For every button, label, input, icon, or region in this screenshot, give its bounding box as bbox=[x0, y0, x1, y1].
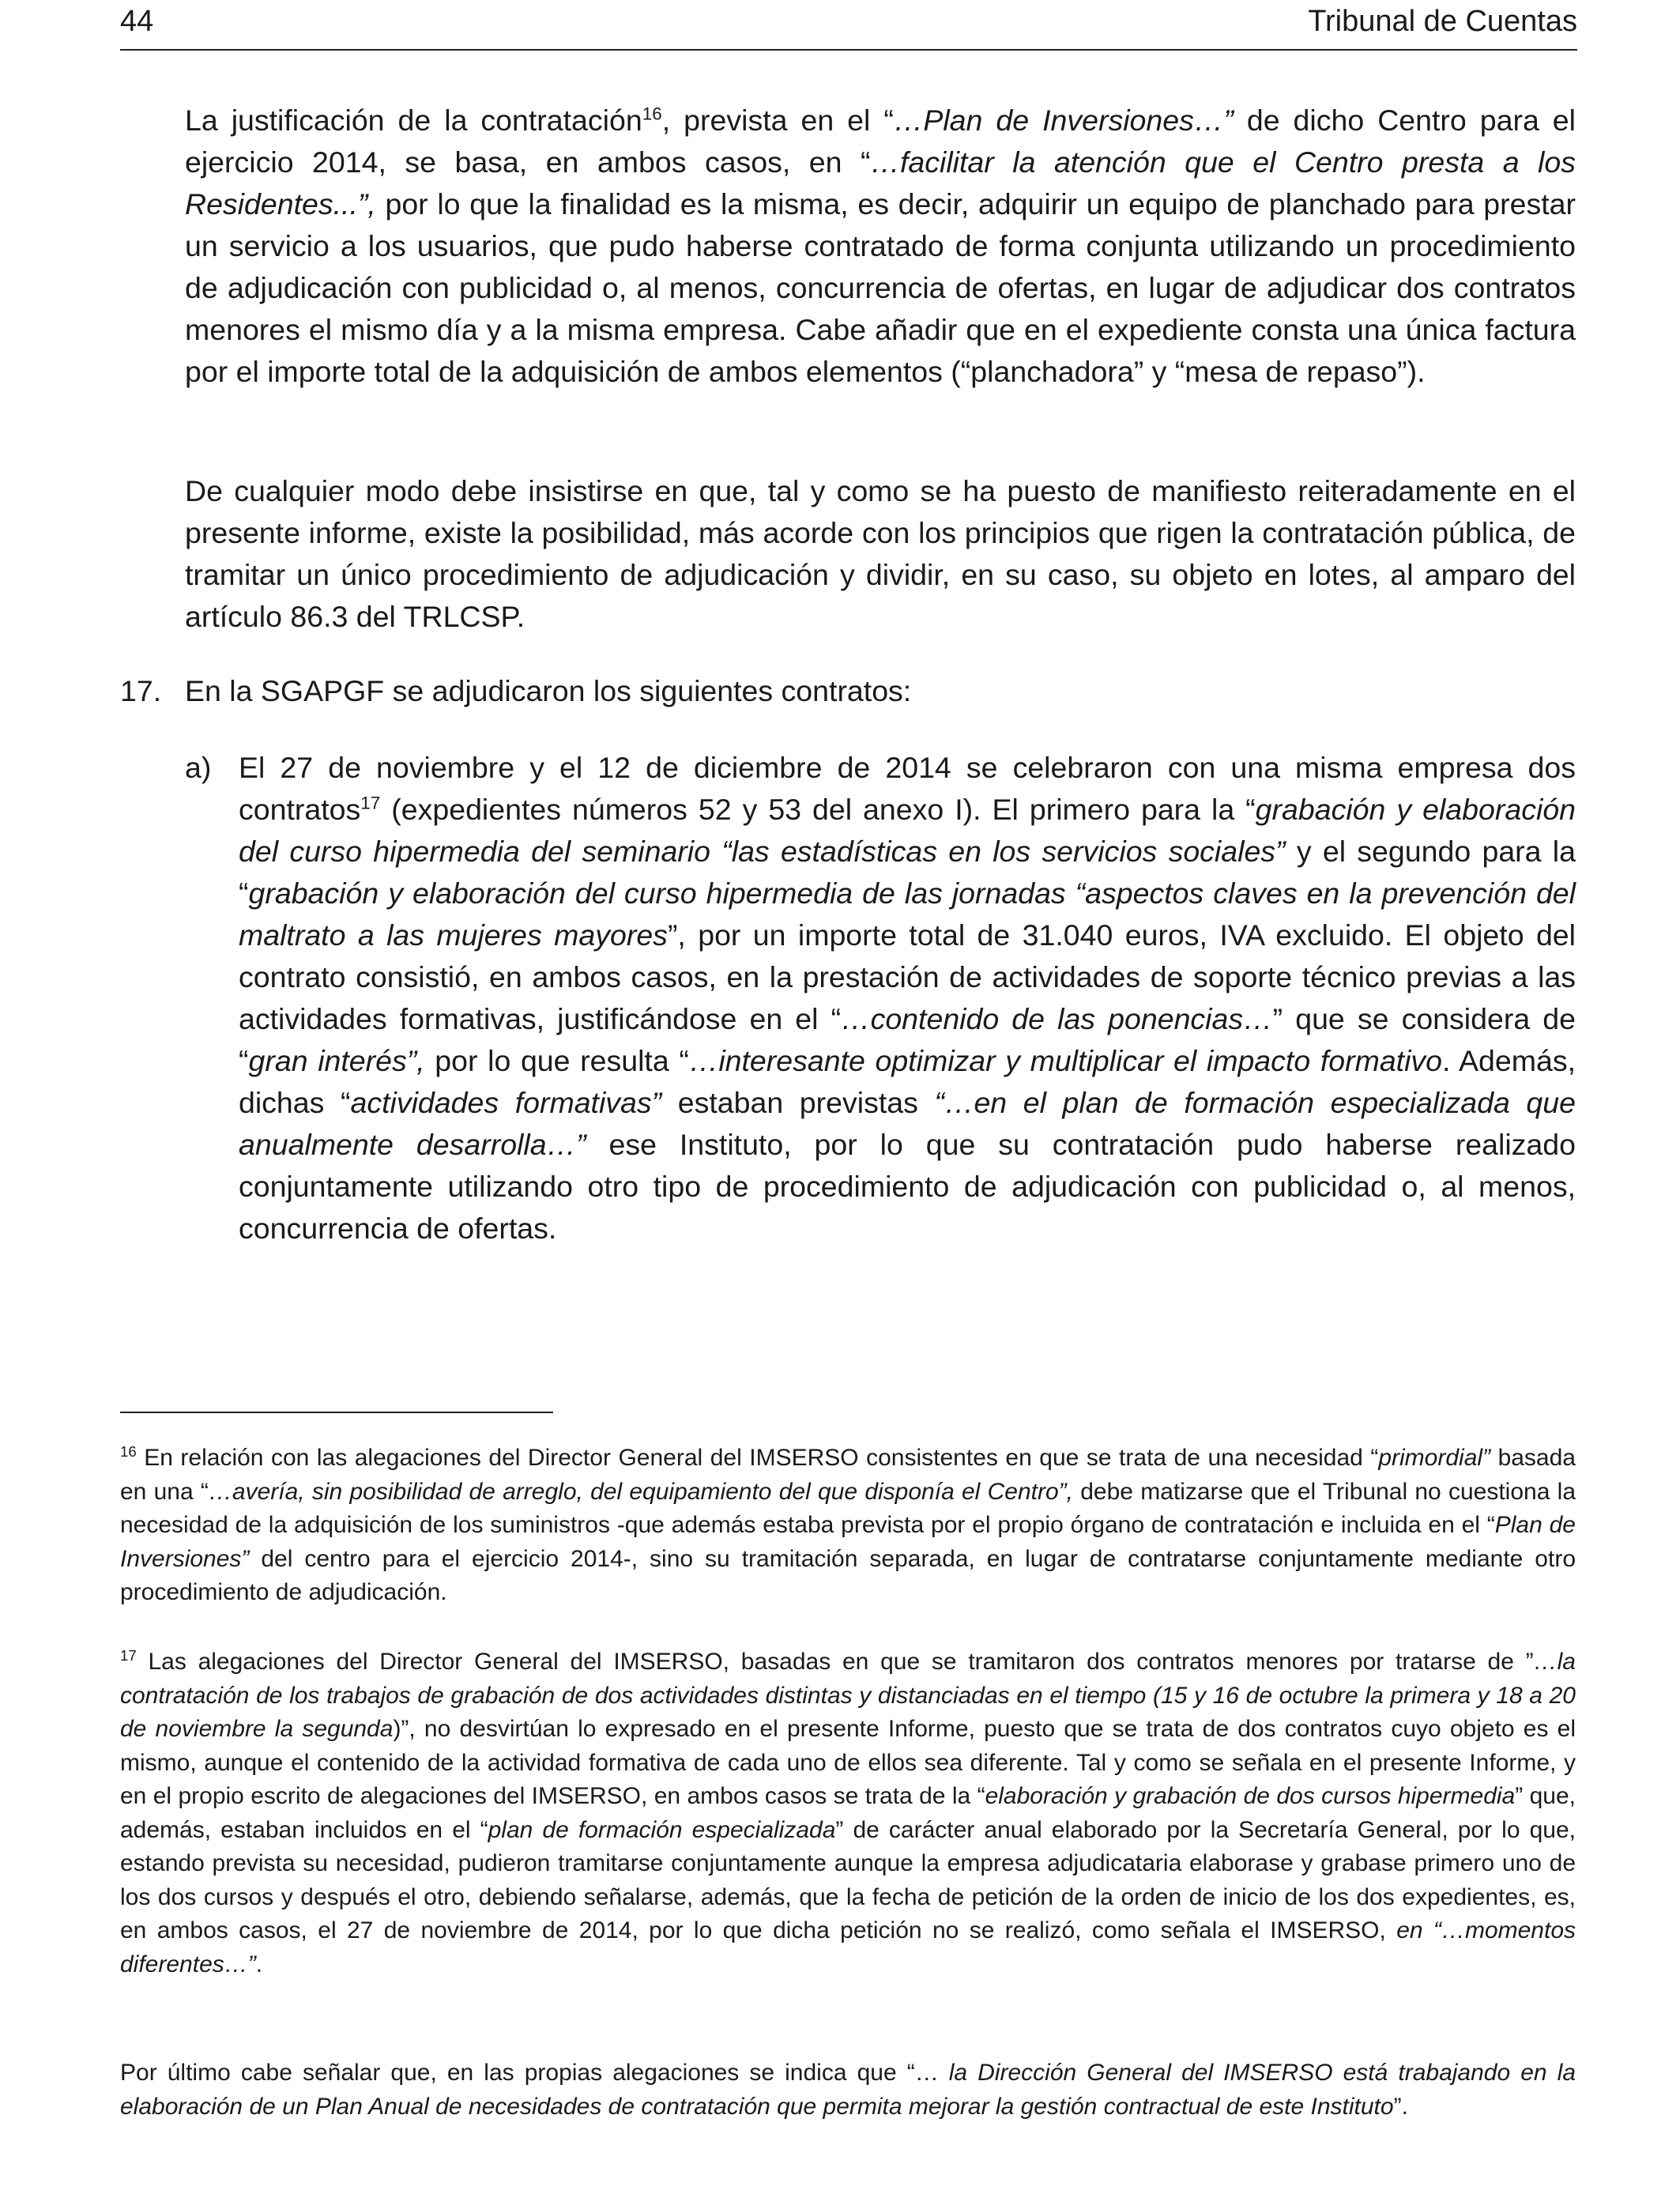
text-span: ”. bbox=[1393, 2093, 1408, 2120]
italic-quote: …interesante optimizar y multiplicar el impacto formativo bbox=[688, 1044, 1443, 1077]
text-span: . Además, dichas “ bbox=[239, 1044, 1576, 1119]
text-span: debe matizarse que el Tribunal no cuestiona la necesidad de la adquisición de los suministros -que además estaba prevista por el propio órgano de contratación e incluida en el “ bbox=[120, 1478, 1576, 1538]
footnote-17-continuation bbox=[120, 2056, 1576, 2124]
text-span: ” que, además, estaban incluidos en el “ bbox=[120, 1783, 1576, 1843]
text-span: basada en una “ bbox=[120, 1445, 1576, 1505]
italic-quote: en “…momentos diferentes…” bbox=[120, 1917, 1576, 1977]
text-span: ese Instituto, por lo que su contratación pudo haberse realizado conjuntamente utilizando otro tipo de procedimiento de adjudicación con publicidad o, al menos, concurrencia de ofertas. bbox=[239, 1128, 1576, 1245]
item-text: En la SGAPGF se adjudicaron los siguientes contratos: bbox=[185, 674, 912, 707]
text-span: ”, por un importe total de 31.040 euros, IVA excluido. El objeto del contrato consistió, en ambos casos, en la prestación de actividades de soporte técnico previas a las actividades formativas, justificándose en el “ bbox=[239, 918, 1576, 1035]
italic-quote: actividades formativas” bbox=[350, 1086, 662, 1119]
text-span: (expedientes números 52 y 53 del anexo I). El primero para la “ bbox=[380, 793, 1256, 826]
text-span: y el segundo para la “ bbox=[239, 835, 1576, 910]
sub-item-label: a) bbox=[185, 751, 212, 784]
italic-quote: Plan de Inversiones” bbox=[120, 1512, 1576, 1572]
text-span: , prevista en el “ bbox=[661, 104, 894, 137]
italic-quote: …avería, sin posibilidad de arreglo, del equipamiento del que disponía el Centro”, bbox=[208, 1478, 1073, 1505]
text-span: ” que se considera de “ bbox=[239, 1002, 1576, 1077]
italic-quote: elaboración y grabación de dos cursos hipermedia bbox=[985, 1783, 1516, 1809]
text-span: . bbox=[255, 1951, 263, 1977]
footnote-separator bbox=[120, 1412, 553, 1413]
text-span: ” de carácter anual elaborado por la Secretaría General, por lo que, estando prevista su necesidad, pudieron tramitarse conjuntamente aunque la empresa adjudicataria elaborase y grabase primero uno de los dos cursos y después el otro, debiendo señalarse, además, que la fecha de petición de la orden de inicio de los dos expedientes, es, en ambos casos, el 27 de noviembre de 2014, por lo que dicha petición no se realizó, como señala el IMSERSO, bbox=[120, 1816, 1576, 1943]
item-number: 17. bbox=[120, 674, 162, 707]
text-span: La justificación de la contratación bbox=[185, 104, 642, 137]
header-title: Tribunal de Cuentas bbox=[1308, 5, 1577, 38]
text-span: por lo que resulta “ bbox=[424, 1044, 689, 1077]
sub-item-text bbox=[239, 747, 1576, 1250]
footnote-16 bbox=[120, 1442, 1576, 1610]
italic-quote: …Plan de Inversiones…” bbox=[893, 104, 1234, 137]
footnote-ref-17[interactable]: 17 bbox=[360, 793, 381, 813]
paragraph-justification bbox=[185, 100, 1576, 393]
footnote-number: 16 bbox=[120, 1443, 137, 1460]
footnote-number: 17 bbox=[120, 1647, 137, 1664]
italic-quote: …contenido de las ponencias… bbox=[841, 1002, 1273, 1035]
page-number: 44 bbox=[120, 5, 154, 38]
italic-quote: gran interés”, bbox=[248, 1044, 425, 1077]
text-span: estaban previstas bbox=[661, 1086, 935, 1119]
text-span: Por último cabe señalar que, en las propias alegaciones se indica que “… bbox=[120, 2060, 949, 2086]
italic-quote: primordial” bbox=[1378, 1445, 1491, 1471]
text-span: En relación con las alegaciones del Director General del IMSERSO consistentes en que se trata de una necesidad “ bbox=[136, 1445, 1379, 1471]
text-span: por lo que la finalidad es la misma, es decir, adquirir un equipo de planchado para prestar un servicio a los usuarios, que pudo haberse contratado de forma conjunta utilizando un procedimiento de adjudicación con publicidad o, al menos, concurrencia de ofertas, en lugar de adjudicar dos contratos menores el mismo día y a la misma empresa. Cabe añadir que en el expediente consta una única factura por el importe total de la adquisición de ambos elementos (“planchadora” y “mesa de repaso”). bbox=[185, 187, 1576, 388]
italic-quote: …facilitar la atención que el Centro presta a los Residentes...”, bbox=[185, 145, 1576, 221]
footnote-ref-16[interactable]: 16 bbox=[642, 104, 662, 124]
footnote-17 bbox=[120, 1646, 1576, 1981]
text-span: del centro para el ejercicio 2014-, sino su tramitación separada, en lugar de contratarse conjuntamente mediante otro procedimiento de adjudicación. bbox=[120, 1545, 1576, 1605]
paragraph-insistence: De cualquier modo debe insistirse en que, tal y como se ha puesto de manifiesto reiteradamente en el presente informe, existe la posibilidad, más acorde con los principios que rigen la contratación pública, de tramitar un único procedimiento de adjudicación y dividir, en su caso, su objeto en lotes, al amparo del artículo 86.3 del TRLCSP. bbox=[185, 474, 1576, 633]
text-span: )”, no desvirtúan lo expresado en el presente Informe, puesto que se trata de dos contratos cuyo objeto es el mismo, aunque el contenido de la actividad formativa de cada uno de ellos sea diferente. Tal y como se señala en el presente Informe, y en el propio escrito de alegaciones del IMSERSO, en ambos casos se trata de la “ bbox=[120, 1716, 1576, 1809]
page-header bbox=[120, 3, 1577, 51]
italic-quote: “…en el plan de formación especializada que anualmente desarrolla…” bbox=[239, 1086, 1576, 1161]
text-span: Las alegaciones del Director General del IMSERSO, basadas en que se tramitaron dos contratos menores por tratarse de ” bbox=[136, 1649, 1534, 1675]
italic-quote: …la contratación de los trabajos de grabación de dos actividades distintas y distanciadas en el tiempo (15 y 16 de octubre la primera y 18 a 20 de noviembre la segunda bbox=[120, 1649, 1576, 1742]
text-span: El 27 de noviembre y el 12 de diciembre de 2014 se celebraron con una misma empresa dos contratos bbox=[239, 751, 1576, 826]
italic-quote: la Dirección General del IMSERSO está trabajando en la elaboración de un Plan Anual de necesidades de contratación que permita mejorar la gestión contractual de este Instituto bbox=[120, 2060, 1576, 2120]
italic-quote: grabación y elaboración del curso hipermedia de las jornadas “aspectos claves en la prevención del maltrato a las mujeres mayores bbox=[239, 876, 1576, 952]
text-span: de dicho Centro para el ejercicio 2014, se basa, en ambos casos, en “ bbox=[185, 104, 1576, 179]
italic-quote: plan de formación especializada bbox=[488, 1816, 836, 1843]
italic-quote: grabación y elaboración del curso hipermedia del seminario “las estadísticas en los servicios sociales” bbox=[239, 793, 1576, 868]
